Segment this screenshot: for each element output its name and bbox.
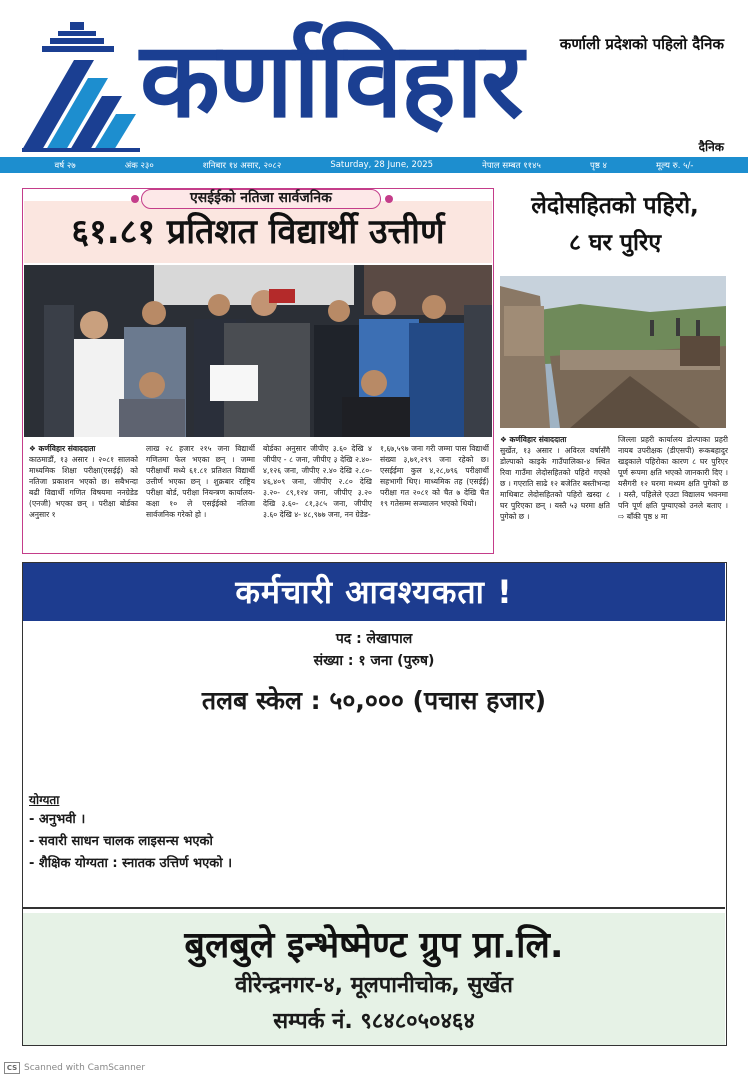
karnali-logo-icon	[22, 22, 140, 152]
side-byline-text: कर्णविहार संवाददाता	[509, 435, 567, 444]
side-headline-line-1: लेदोसहितको पहिरो,	[531, 193, 699, 219]
ad-salary: तलब स्केल : ५०,००० (पचास हजार)	[201, 686, 547, 715]
ad-banner: कर्मचारी आवश्यकता !	[23, 563, 725, 621]
press-conference-photo	[24, 265, 492, 437]
kicker-dot-left	[131, 195, 139, 203]
info-issue: अंक २३०	[124, 160, 154, 171]
lead-col-3: बोर्डका अनुसार जीपीए ३.६० देखि ४ जीपीए - ८ जना, जीपीए ३ देखि २.४०- ४,१२६ जना, जीपीए २.४० देखि २.८०- ४६,४०९ जना, जीपीए २.८० देखि ३.२०- ८९,१२४ जना, जीपीए ३.२० देखि ३.६०- ८१,३८५ जना, जीपीए ३.६० देखि ४- ४८,९७७ जना, नन ग्रेडेड-	[263, 444, 372, 519]
masthead	[0, 0, 748, 158]
tagline: कर्णाली प्रदेशको पहिलो दैनिक	[559, 35, 724, 53]
side-headline	[500, 188, 730, 262]
ad-contact: सम्पर्क नं. ९८४८०५०४६४	[273, 1009, 475, 1034]
lead-kicker	[141, 189, 381, 209]
side-headline-line-2: ८ घर पुरिए	[568, 230, 662, 256]
lead-byline-text: कर्णविहार संवाददाता	[38, 444, 96, 453]
ad-qualification-item: - शैक्षिक योग्यता : स्नातक उत्तिर्ण भएको ।	[29, 856, 233, 871]
ad-post: पद : लेखापाल	[335, 631, 413, 647]
side-col-1-text: सुर्खेत, १३ असार । अविरल वर्षासँगै डोल्पाको काइके गाउँपालिका-४ स्थित रिवा गाउँमा लेदोसहितको पहिरो गएको छ । गएराति साढे १२ बजेतिर बस्तीभन्दा माथिबाट लेदोसहितको पहिरो खस्दा ८ घर पुरिएका छन् । यस्तै ५३ घरमा क्षति पुगेको छ ।	[500, 446, 610, 521]
ad-qualification-item: - अनुभवी ।	[29, 812, 86, 827]
ad-count: संख्या : १ जना (पुरुष)	[313, 653, 435, 669]
side-col-1	[500, 434, 610, 554]
lead-col-2: लाख २८ हजार २१५ जना विद्यार्थी गणितमा फेल भएका छन् । जम्मा परीक्षार्थी मध्ये ६१.८१ प्रतिशत विद्यार्थी उत्तीर्ण भएका छन् । शुक्रबार राष्ट्रिय परीक्षा बोर्ड, परीक्षा नियन्त्रण कार्यालय-कक्षा १० ले एसईईको नतिजा सार्वजनिक गरेको हो ।	[146, 444, 255, 519]
ad-address: वीरेन्द्रनगर-४, मूलपानीचोक, सुर्खेत	[235, 973, 513, 998]
info-pages: पृष्ठ ४	[590, 160, 607, 171]
ad-footer	[23, 913, 725, 1045]
info-volume: वर्ष २७	[54, 160, 76, 171]
info-nepal-sambat: नेपाल सम्बत ११४५	[482, 160, 541, 171]
kicker-dot-right	[385, 195, 393, 203]
scanner-label: Scanned with CamScanner	[24, 1063, 146, 1073]
side-body	[500, 434, 728, 554]
lead-col-1	[29, 443, 138, 551]
lead-byline: ❖ कर्णविहार संवाददाता	[29, 444, 96, 453]
ad-company-name: बुलबुले इन्भेष्मेण्ट ग्रुप प्रा.लि.	[184, 925, 564, 966]
ad-qualifications	[29, 809, 232, 875]
scanner-watermark	[4, 1062, 145, 1074]
info-date-english: Saturday, 28 June, 2025	[330, 160, 434, 170]
lead-col-4: १,६७,५९७ जना गरी जम्मा पास विद्यार्थी संख्या ३,७१,२९९ जना रहेको छ। एसईईमा कुल ४,२८,७९६ परीक्षार्थी सहभागी थिए। माध्यमिक तह (एसईई) परीक्षा गत २०८१ को चैत ७ देखि चैत १९ गतेसम्म सञ्चालन भएको थियो।	[380, 444, 489, 508]
lead-body	[29, 443, 489, 551]
daily-label: दैनिक	[698, 140, 724, 154]
lead-col-1-text: काठमाडौं, १३ असार । २०८१ सालको माध्यमिक शिक्षा परीक्षा(एसईई) को नतिजा प्रकाशन भएको छ। सबैभन्दा बढी विद्यार्थी गणित विषयमा ननग्रेडेड (एनजी) भएका छन् । परीक्षा बोर्डका अनुसार १	[29, 455, 138, 519]
side-byline: ❖ कर्णविहार संवाददाता	[500, 435, 567, 444]
newspaper-title: कर्णाविहार	[140, 19, 522, 141]
side-col-2: जिल्ला प्रहरी कार्यालय डोल्पाका प्रहरी नायब उपरीक्षक (डीएसपी) रूकबहादुर खड्काले पहिरोका कारण ८ घर पुरिएर पूर्ण रूपमा क्षति भएको जानकारी दिए । यसैगरी १२ घरमा मध्यम क्षति पुगेको छ । यस्तै, पहिलेले एउटा विद्यालय भवनमा पनि पूर्ण क्षति पुग्याएको उनले बताए । ⇨ बाँकी पृष्ठ ४ मा	[618, 435, 728, 521]
job-advertisement	[22, 562, 727, 1046]
landslide-photo	[500, 276, 726, 428]
lead-story	[22, 188, 494, 554]
ad-qualification-item: - सवारी साधन चालक लाइसन्स भएको	[29, 834, 213, 849]
ad-divider	[23, 907, 725, 909]
info-date-nepali: शनिबार १४ असार, २०८२	[202, 160, 282, 171]
camscanner-icon: CS	[4, 1062, 20, 1074]
issue-info-bar	[0, 157, 748, 173]
lead-kicker-text: एसईईको नतिजा सार्वजनिक	[190, 190, 332, 206]
lead-headline: ६१.८१ प्रतिशत विद्यार्थी उत्तीर्ण	[24, 201, 492, 263]
ad-qualifications-title: योग्यता	[29, 793, 60, 807]
info-price: मूल्य रु. ५/-	[656, 160, 694, 171]
